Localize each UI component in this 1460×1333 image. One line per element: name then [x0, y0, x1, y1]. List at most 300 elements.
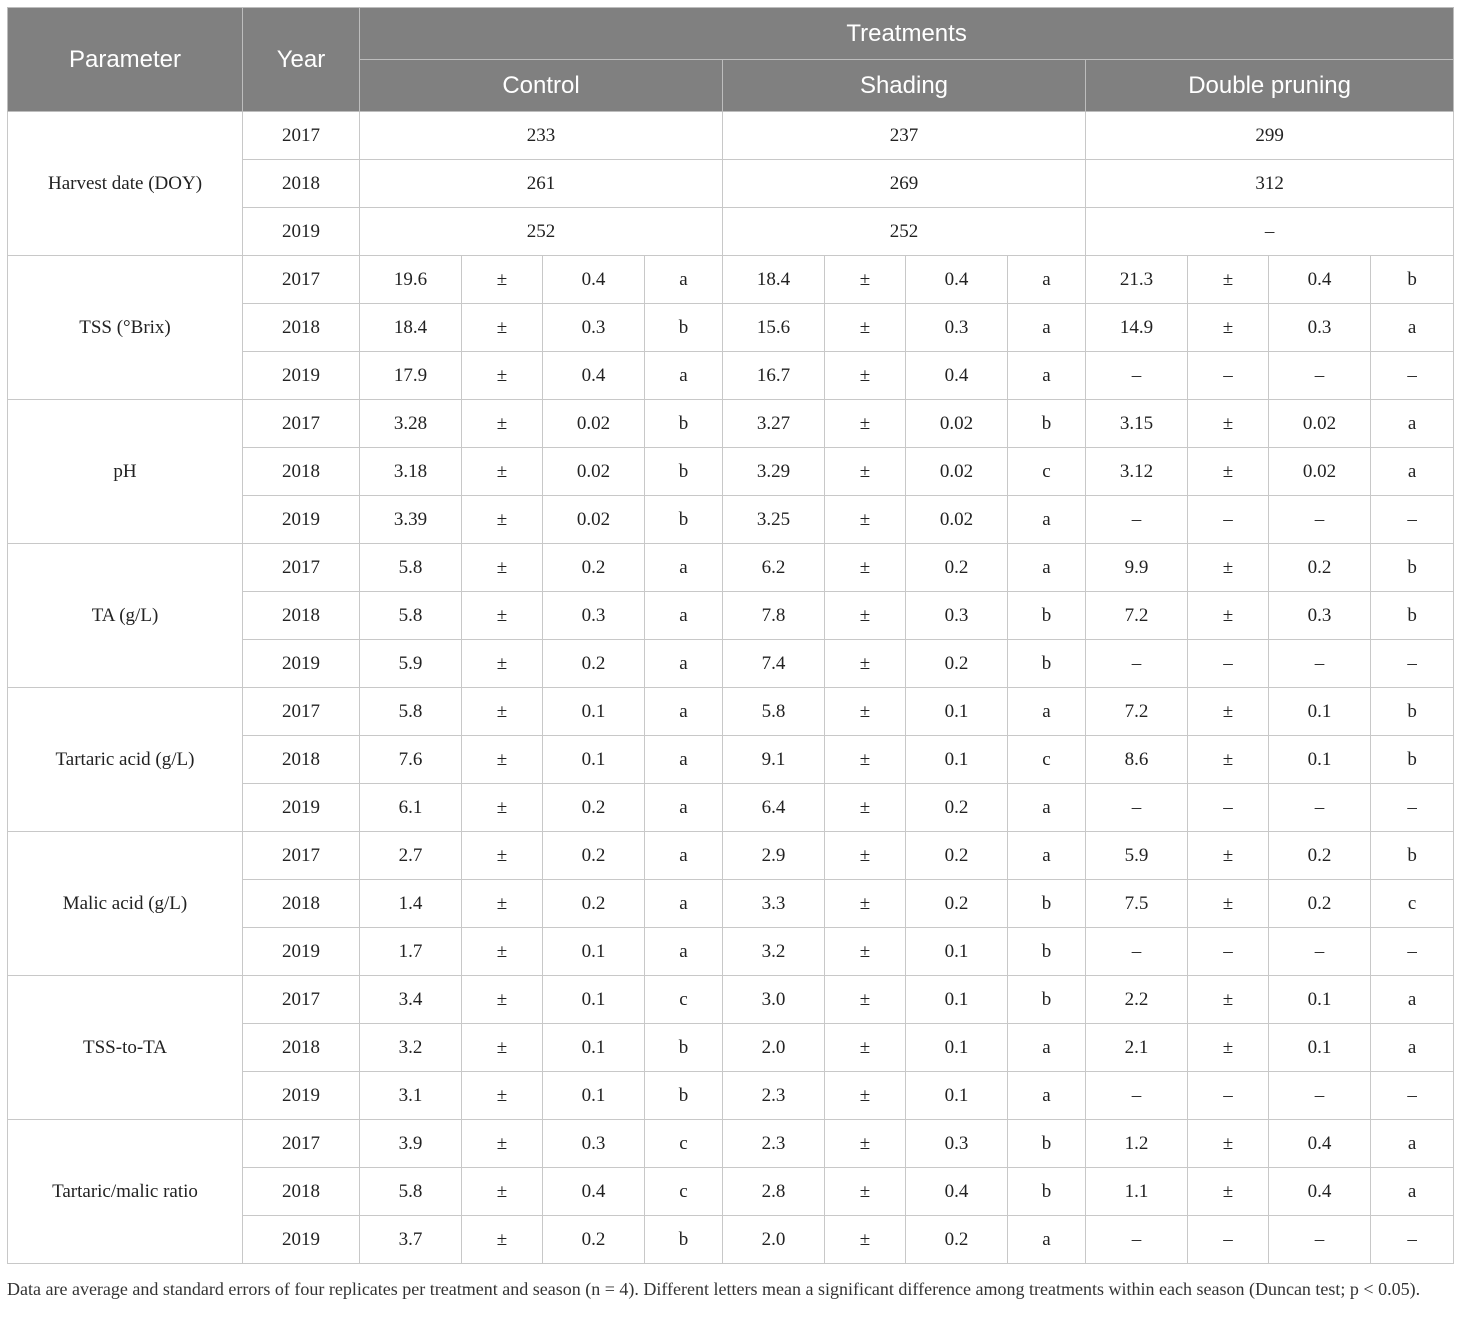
control-letter: a — [645, 880, 723, 928]
double-pruning-mean: 7.2 — [1086, 688, 1188, 736]
shading-plus-minus: ± — [825, 496, 906, 544]
table-row — [8, 400, 1454, 448]
table-row — [8, 112, 1454, 160]
shading-letter: b — [1008, 1168, 1086, 1216]
double-pruning-plus-minus: ± — [1188, 592, 1269, 640]
double-pruning-mean: 2.1 — [1086, 1024, 1188, 1072]
shading-se: 0.02 — [906, 448, 1008, 496]
control-letter: a — [645, 832, 723, 880]
shading-letter: a — [1008, 1024, 1086, 1072]
year-cell: 2018 — [243, 592, 360, 640]
table-row — [8, 688, 1454, 736]
shading-se: 0.02 — [906, 400, 1008, 448]
double-pruning-mean: 3.15 — [1086, 400, 1188, 448]
double-pruning-plus-minus: – — [1188, 928, 1269, 976]
shading-se: 0.1 — [906, 1072, 1008, 1120]
shading-mean: 7.4 — [723, 640, 825, 688]
double-pruning-plus-minus: ± — [1188, 256, 1269, 304]
shading-mean: 3.29 — [723, 448, 825, 496]
control-letter: a — [645, 256, 723, 304]
control-letter: b — [645, 400, 723, 448]
control-letter: b — [645, 304, 723, 352]
control-plus-minus: ± — [462, 976, 543, 1024]
shading-letter: a — [1008, 784, 1086, 832]
year-cell: 2019 — [243, 1216, 360, 1264]
shading-mean: 7.8 — [723, 592, 825, 640]
shading-mean: 3.3 — [723, 880, 825, 928]
control-value: 252 — [360, 208, 723, 256]
double-pruning-se: – — [1269, 640, 1371, 688]
double-pruning-letter: a — [1371, 1120, 1454, 1168]
shading-se: 0.3 — [906, 592, 1008, 640]
shading-mean: 3.2 — [723, 928, 825, 976]
control-letter: a — [645, 640, 723, 688]
shading-mean: 2.8 — [723, 1168, 825, 1216]
shading-letter: b — [1008, 1120, 1086, 1168]
parameter-label: TSS-to-TA — [8, 976, 243, 1120]
double-pruning-se: 0.02 — [1269, 400, 1371, 448]
double-pruning-letter: c — [1371, 880, 1454, 928]
control-letter: a — [645, 736, 723, 784]
parameter-label: Tartaric/malic ratio — [8, 1120, 243, 1264]
double-pruning-plus-minus: ± — [1188, 1168, 1269, 1216]
shading-letter: b — [1008, 928, 1086, 976]
double-pruning-value: – — [1086, 208, 1454, 256]
parameter-label: TA (g/L) — [8, 544, 243, 688]
header-parameter: Parameter — [8, 8, 243, 112]
table-row — [8, 976, 1454, 1024]
shading-se: 0.3 — [906, 1120, 1008, 1168]
shading-se: 0.4 — [906, 352, 1008, 400]
shading-letter: a — [1008, 352, 1086, 400]
shading-plus-minus: ± — [825, 1072, 906, 1120]
year-cell: 2018 — [243, 1024, 360, 1072]
control-se: 0.1 — [543, 928, 645, 976]
table-row — [8, 832, 1454, 880]
shading-se: 0.1 — [906, 1024, 1008, 1072]
year-cell: 2019 — [243, 784, 360, 832]
control-mean: 3.1 — [360, 1072, 462, 1120]
double-pruning-plus-minus: ± — [1188, 400, 1269, 448]
control-plus-minus: ± — [462, 1168, 543, 1216]
double-pruning-letter: a — [1371, 976, 1454, 1024]
double-pruning-se: – — [1269, 352, 1371, 400]
shading-plus-minus: ± — [825, 544, 906, 592]
shading-value: 269 — [723, 160, 1086, 208]
shading-mean: 2.0 — [723, 1024, 825, 1072]
shading-letter: c — [1008, 448, 1086, 496]
shading-mean: 3.0 — [723, 976, 825, 1024]
shading-se: 0.2 — [906, 880, 1008, 928]
shading-mean: 18.4 — [723, 256, 825, 304]
double-pruning-plus-minus: – — [1188, 640, 1269, 688]
double-pruning-se: – — [1269, 1072, 1371, 1120]
shading-plus-minus: ± — [825, 1120, 906, 1168]
shading-se: 0.2 — [906, 640, 1008, 688]
control-mean: 3.39 — [360, 496, 462, 544]
control-value: 233 — [360, 112, 723, 160]
control-letter: a — [645, 688, 723, 736]
shading-plus-minus: ± — [825, 1216, 906, 1264]
shading-letter: a — [1008, 544, 1086, 592]
control-letter: c — [645, 976, 723, 1024]
parameter-label: TSS (°Brix) — [8, 256, 243, 400]
control-se: 0.02 — [543, 448, 645, 496]
control-mean: 5.8 — [360, 1168, 462, 1216]
double-pruning-letter: – — [1371, 352, 1454, 400]
table-footnote: Data are average and standard errors of four replicates per treatment and season (n = 4). Different letters mean a significant difference among treatments within each season (Duncan test; p < 0.05). — [7, 1279, 1421, 1299]
double-pruning-mean: 1.2 — [1086, 1120, 1188, 1168]
double-pruning-mean: 2.2 — [1086, 976, 1188, 1024]
control-letter: b — [645, 448, 723, 496]
shading-mean: 2.0 — [723, 1216, 825, 1264]
control-plus-minus: ± — [462, 1024, 543, 1072]
double-pruning-mean: – — [1086, 1072, 1188, 1120]
control-mean: 5.9 — [360, 640, 462, 688]
double-pruning-se: 0.4 — [1269, 1168, 1371, 1216]
control-se: 0.4 — [543, 1168, 645, 1216]
year-cell: 2017 — [243, 976, 360, 1024]
double-pruning-se: 0.3 — [1269, 304, 1371, 352]
double-pruning-plus-minus: – — [1188, 784, 1269, 832]
double-pruning-letter: b — [1371, 688, 1454, 736]
control-plus-minus: ± — [462, 688, 543, 736]
table-row — [8, 544, 1454, 592]
double-pruning-plus-minus: ± — [1188, 976, 1269, 1024]
control-plus-minus: ± — [462, 736, 543, 784]
control-se: 0.02 — [543, 496, 645, 544]
double-pruning-mean: 7.2 — [1086, 592, 1188, 640]
shading-plus-minus: ± — [825, 832, 906, 880]
double-pruning-mean: 7.5 — [1086, 880, 1188, 928]
results-table — [7, 7, 1454, 1264]
year-cell: 2019 — [243, 1072, 360, 1120]
shading-se: 0.1 — [906, 928, 1008, 976]
double-pruning-se: 0.4 — [1269, 256, 1371, 304]
double-pruning-mean: – — [1086, 496, 1188, 544]
double-pruning-letter: a — [1371, 448, 1454, 496]
shading-se: 0.2 — [906, 832, 1008, 880]
control-letter: a — [645, 928, 723, 976]
table-row — [8, 1120, 1454, 1168]
control-se: 0.2 — [543, 832, 645, 880]
control-mean: 3.9 — [360, 1120, 462, 1168]
double-pruning-se: 0.1 — [1269, 688, 1371, 736]
double-pruning-letter: b — [1371, 544, 1454, 592]
double-pruning-letter: b — [1371, 832, 1454, 880]
table-container — [7, 7, 1453, 1264]
control-letter: c — [645, 1120, 723, 1168]
control-se: 0.2 — [543, 784, 645, 832]
year-cell: 2018 — [243, 880, 360, 928]
double-pruning-plus-minus: – — [1188, 1216, 1269, 1264]
shading-mean: 9.1 — [723, 736, 825, 784]
control-mean: 5.8 — [360, 688, 462, 736]
control-mean: 19.6 — [360, 256, 462, 304]
parameter-label: pH — [8, 400, 243, 544]
control-se: 0.2 — [543, 640, 645, 688]
shading-letter: b — [1008, 400, 1086, 448]
shading-plus-minus: ± — [825, 448, 906, 496]
double-pruning-letter: a — [1371, 400, 1454, 448]
control-mean: 3.18 — [360, 448, 462, 496]
control-plus-minus: ± — [462, 1216, 543, 1264]
shading-letter: a — [1008, 496, 1086, 544]
shading-se: 0.2 — [906, 544, 1008, 592]
year-cell: 2018 — [243, 1168, 360, 1216]
control-letter: a — [645, 352, 723, 400]
double-pruning-mean: – — [1086, 928, 1188, 976]
control-plus-minus: ± — [462, 496, 543, 544]
control-mean: 5.8 — [360, 544, 462, 592]
control-mean: 1.4 — [360, 880, 462, 928]
control-plus-minus: ± — [462, 832, 543, 880]
control-se: 0.3 — [543, 304, 645, 352]
double-pruning-value: 299 — [1086, 112, 1454, 160]
control-letter: c — [645, 1168, 723, 1216]
double-pruning-letter: b — [1371, 592, 1454, 640]
control-mean: 18.4 — [360, 304, 462, 352]
year-cell: 2017 — [243, 256, 360, 304]
control-se: 0.1 — [543, 1072, 645, 1120]
control-mean: 17.9 — [360, 352, 462, 400]
control-letter: b — [645, 1024, 723, 1072]
control-se: 0.1 — [543, 976, 645, 1024]
double-pruning-se: – — [1269, 928, 1371, 976]
shading-plus-minus: ± — [825, 784, 906, 832]
control-plus-minus: ± — [462, 352, 543, 400]
double-pruning-plus-minus: ± — [1188, 544, 1269, 592]
double-pruning-letter: – — [1371, 928, 1454, 976]
parameter-label: Malic acid (g/L) — [8, 832, 243, 976]
year-cell: 2017 — [243, 544, 360, 592]
double-pruning-letter: – — [1371, 784, 1454, 832]
shading-plus-minus: ± — [825, 976, 906, 1024]
shading-value: 237 — [723, 112, 1086, 160]
year-cell: 2019 — [243, 352, 360, 400]
shading-mean: 2.3 — [723, 1120, 825, 1168]
double-pruning-mean: 5.9 — [1086, 832, 1188, 880]
double-pruning-plus-minus: – — [1188, 352, 1269, 400]
double-pruning-se: 0.3 — [1269, 592, 1371, 640]
year-cell: 2017 — [243, 688, 360, 736]
double-pruning-se: 0.1 — [1269, 1024, 1371, 1072]
double-pruning-se: – — [1269, 496, 1371, 544]
shading-mean: 6.4 — [723, 784, 825, 832]
double-pruning-se: – — [1269, 784, 1371, 832]
control-mean: 2.7 — [360, 832, 462, 880]
shading-mean: 3.25 — [723, 496, 825, 544]
control-letter: b — [645, 1072, 723, 1120]
double-pruning-letter: b — [1371, 736, 1454, 784]
control-plus-minus: ± — [462, 256, 543, 304]
control-mean: 7.6 — [360, 736, 462, 784]
control-plus-minus: ± — [462, 544, 543, 592]
double-pruning-plus-minus: ± — [1188, 1024, 1269, 1072]
shading-letter: a — [1008, 688, 1086, 736]
control-se: 0.1 — [543, 1024, 645, 1072]
control-letter: a — [645, 544, 723, 592]
shading-se: 0.1 — [906, 976, 1008, 1024]
control-plus-minus: ± — [462, 1072, 543, 1120]
year-cell: 2018 — [243, 160, 360, 208]
control-mean: 3.2 — [360, 1024, 462, 1072]
double-pruning-mean: 3.12 — [1086, 448, 1188, 496]
double-pruning-plus-minus: ± — [1188, 736, 1269, 784]
shading-se: 0.3 — [906, 304, 1008, 352]
double-pruning-se: 0.1 — [1269, 976, 1371, 1024]
header-control: Control — [360, 60, 723, 112]
year-cell: 2017 — [243, 112, 360, 160]
control-mean: 3.4 — [360, 976, 462, 1024]
control-se: 0.1 — [543, 736, 645, 784]
control-se: 0.4 — [543, 352, 645, 400]
shading-plus-minus: ± — [825, 592, 906, 640]
shading-letter: b — [1008, 976, 1086, 1024]
control-plus-minus: ± — [462, 928, 543, 976]
control-plus-minus: ± — [462, 304, 543, 352]
double-pruning-se: 0.4 — [1269, 1120, 1371, 1168]
shading-letter: a — [1008, 1216, 1086, 1264]
double-pruning-se: 0.2 — [1269, 880, 1371, 928]
double-pruning-mean: – — [1086, 640, 1188, 688]
double-pruning-letter: a — [1371, 304, 1454, 352]
year-cell: 2018 — [243, 304, 360, 352]
shading-se: 0.1 — [906, 688, 1008, 736]
control-se: 0.02 — [543, 400, 645, 448]
control-plus-minus: ± — [462, 448, 543, 496]
double-pruning-plus-minus: – — [1188, 496, 1269, 544]
shading-mean: 5.8 — [723, 688, 825, 736]
double-pruning-letter: – — [1371, 640, 1454, 688]
control-mean: 1.7 — [360, 928, 462, 976]
double-pruning-letter: a — [1371, 1024, 1454, 1072]
double-pruning-mean: 1.1 — [1086, 1168, 1188, 1216]
year-cell: 2019 — [243, 496, 360, 544]
double-pruning-se: 0.1 — [1269, 736, 1371, 784]
shading-se: 0.2 — [906, 1216, 1008, 1264]
shading-plus-minus: ± — [825, 256, 906, 304]
control-mean: 6.1 — [360, 784, 462, 832]
double-pruning-letter: – — [1371, 1072, 1454, 1120]
parameter-label: Tartaric acid (g/L) — [8, 688, 243, 832]
year-cell: 2019 — [243, 928, 360, 976]
year-cell: 2017 — [243, 1120, 360, 1168]
shading-se: 0.4 — [906, 1168, 1008, 1216]
header-shading: Shading — [723, 60, 1086, 112]
control-se: 0.4 — [543, 256, 645, 304]
parameter-label: Harvest date (DOY) — [8, 112, 243, 256]
control-se: 0.1 — [543, 688, 645, 736]
shading-mean: 15.6 — [723, 304, 825, 352]
control-mean: 5.8 — [360, 592, 462, 640]
shading-letter: b — [1008, 880, 1086, 928]
year-cell: 2019 — [243, 640, 360, 688]
control-plus-minus: ± — [462, 400, 543, 448]
shading-mean: 2.3 — [723, 1072, 825, 1120]
control-plus-minus: ± — [462, 640, 543, 688]
shading-letter: b — [1008, 640, 1086, 688]
shading-plus-minus: ± — [825, 1168, 906, 1216]
control-plus-minus: ± — [462, 592, 543, 640]
control-plus-minus: ± — [462, 784, 543, 832]
table-row — [8, 256, 1454, 304]
double-pruning-mean: – — [1086, 784, 1188, 832]
year-cell: 2018 — [243, 736, 360, 784]
shading-se: 0.4 — [906, 256, 1008, 304]
double-pruning-mean: 21.3 — [1086, 256, 1188, 304]
control-mean: 3.28 — [360, 400, 462, 448]
year-cell: 2018 — [243, 448, 360, 496]
double-pruning-plus-minus: ± — [1188, 880, 1269, 928]
double-pruning-value: 312 — [1086, 160, 1454, 208]
control-plus-minus: ± — [462, 1120, 543, 1168]
control-letter: b — [645, 496, 723, 544]
double-pruning-mean: – — [1086, 1216, 1188, 1264]
control-letter: a — [645, 784, 723, 832]
double-pruning-letter: – — [1371, 496, 1454, 544]
shading-se: 0.1 — [906, 736, 1008, 784]
double-pruning-plus-minus: ± — [1188, 1120, 1269, 1168]
shading-plus-minus: ± — [825, 1024, 906, 1072]
shading-plus-minus: ± — [825, 400, 906, 448]
double-pruning-plus-minus: – — [1188, 1072, 1269, 1120]
double-pruning-se: 0.2 — [1269, 832, 1371, 880]
shading-value: 252 — [723, 208, 1086, 256]
control-se: 0.2 — [543, 1216, 645, 1264]
double-pruning-se: – — [1269, 1216, 1371, 1264]
year-cell: 2017 — [243, 400, 360, 448]
shading-mean: 3.27 — [723, 400, 825, 448]
shading-letter: a — [1008, 1072, 1086, 1120]
control-se: 0.3 — [543, 1120, 645, 1168]
control-se: 0.2 — [543, 880, 645, 928]
double-pruning-mean: 9.9 — [1086, 544, 1188, 592]
control-plus-minus: ± — [462, 880, 543, 928]
shading-plus-minus: ± — [825, 688, 906, 736]
year-cell: 2017 — [243, 832, 360, 880]
header-double-pruning: Double pruning — [1086, 60, 1454, 112]
shading-plus-minus: ± — [825, 352, 906, 400]
double-pruning-se: 0.2 — [1269, 544, 1371, 592]
shading-mean: 6.2 — [723, 544, 825, 592]
shading-letter: a — [1008, 832, 1086, 880]
double-pruning-plus-minus: ± — [1188, 688, 1269, 736]
header-treatments: Treatments — [360, 8, 1454, 60]
shading-letter: b — [1008, 592, 1086, 640]
shading-plus-minus: ± — [825, 304, 906, 352]
table-body — [8, 112, 1454, 1264]
shading-plus-minus: ± — [825, 640, 906, 688]
double-pruning-plus-minus: ± — [1188, 448, 1269, 496]
control-letter: a — [645, 592, 723, 640]
double-pruning-letter: – — [1371, 1216, 1454, 1264]
control-letter: b — [645, 1216, 723, 1264]
shading-se: 0.02 — [906, 496, 1008, 544]
shading-se: 0.2 — [906, 784, 1008, 832]
double-pruning-mean: – — [1086, 352, 1188, 400]
header-year: Year — [243, 8, 360, 112]
double-pruning-plus-minus: ± — [1188, 304, 1269, 352]
control-se: 0.2 — [543, 544, 645, 592]
control-mean: 3.7 — [360, 1216, 462, 1264]
shading-mean: 2.9 — [723, 832, 825, 880]
shading-letter: c — [1008, 736, 1086, 784]
control-se: 0.3 — [543, 592, 645, 640]
shading-letter: a — [1008, 256, 1086, 304]
shading-plus-minus: ± — [825, 928, 906, 976]
control-value: 261 — [360, 160, 723, 208]
